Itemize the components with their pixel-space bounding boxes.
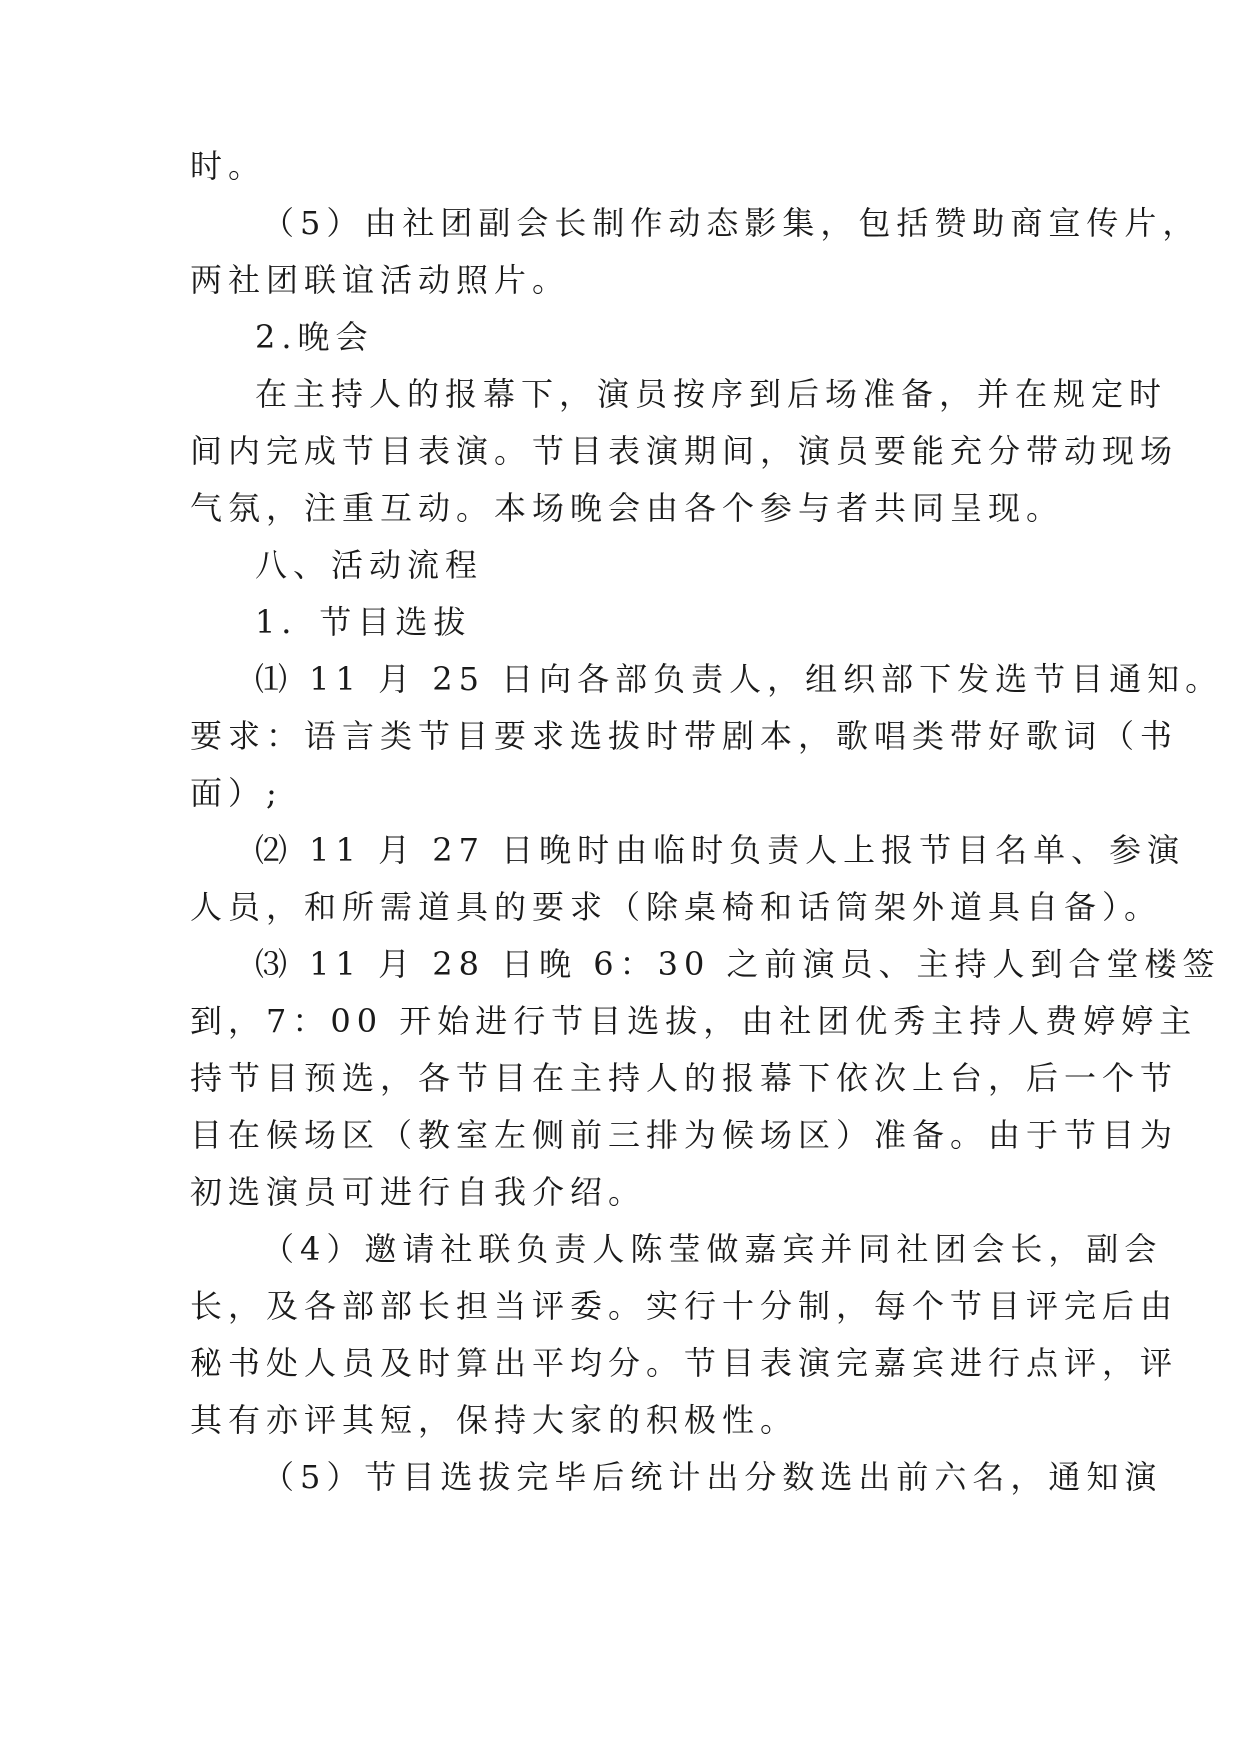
paragraph-line: 目在候场区（教室左侧前三排为候场区）准备。由于节目为 [190,1116,1179,1154]
paragraph-line: 秘书处人员及时算出平均分。节目表演完嘉宾进行点评，评 [190,1344,1179,1382]
paragraph-line: 要求：语言类节目要求选拔时带剧本，歌唱类带好歌词（书 [190,717,1179,755]
paragraph-line: 时。 [190,147,267,185]
paragraph-line: 持节目预选，各节目在主持人的报幕下依次上台，后一个节 [190,1059,1179,1097]
paragraph-line: 间内完成节目表演。节目表演期间，演员要能充分带动现场 [190,432,1179,470]
section-heading: 2.晚会 [255,318,374,356]
paragraph-line: 两社团联谊活动照片。 [190,261,571,299]
paragraph-line: （5）由社团副会长制作动态影集，包括赞助商宣传片， [262,204,1201,242]
paragraph-line: 面）; [190,774,283,812]
paragraph-line: 长，及各部部长担当评委。实行十分制，每个节目评完后由 [190,1287,1179,1325]
paragraph-line: ⑴ 11 月 25 日向各部负责人，组织部下发选节目通知。 [255,660,1224,698]
paragraph-line: ⑶ 11 月 28 日晚 6：30 之前演员、主持人到合堂楼签 [255,945,1221,983]
paragraph-line: （5）节目选拔完毕后统计出分数选出前六名，通知演 [262,1458,1163,1496]
paragraph-line: ⑵ 11 月 27 日晚时由临时负责人上报节目名单、参演 [255,831,1186,869]
section-heading: 八、活动流程 [255,546,484,584]
paragraph-line: 到，7：00 开始进行节目选拔，由社团优秀主持人费婷婷主 [190,1002,1198,1040]
paragraph-line: 初选演员可进行自我介绍。 [190,1173,647,1211]
section-heading: 1．节目选拔 [255,603,472,641]
paragraph-line: 人员，和所需道具的要求（除桌椅和话筒架外道具自备）。 [190,888,1163,926]
paragraph-line: 其有亦评其短，保持大家的积极性。 [190,1401,799,1439]
paragraph-line: （4）邀请社联负责人陈莹做嘉宾并同社团会长，副会 [262,1230,1163,1268]
paragraph-line: 在主持人的报幕下，演员按序到后场准备，并在规定时 [255,375,1168,413]
paragraph-line: 气氛，注重互动。本场晚会由各个参与者共同呈现。 [190,489,1065,527]
